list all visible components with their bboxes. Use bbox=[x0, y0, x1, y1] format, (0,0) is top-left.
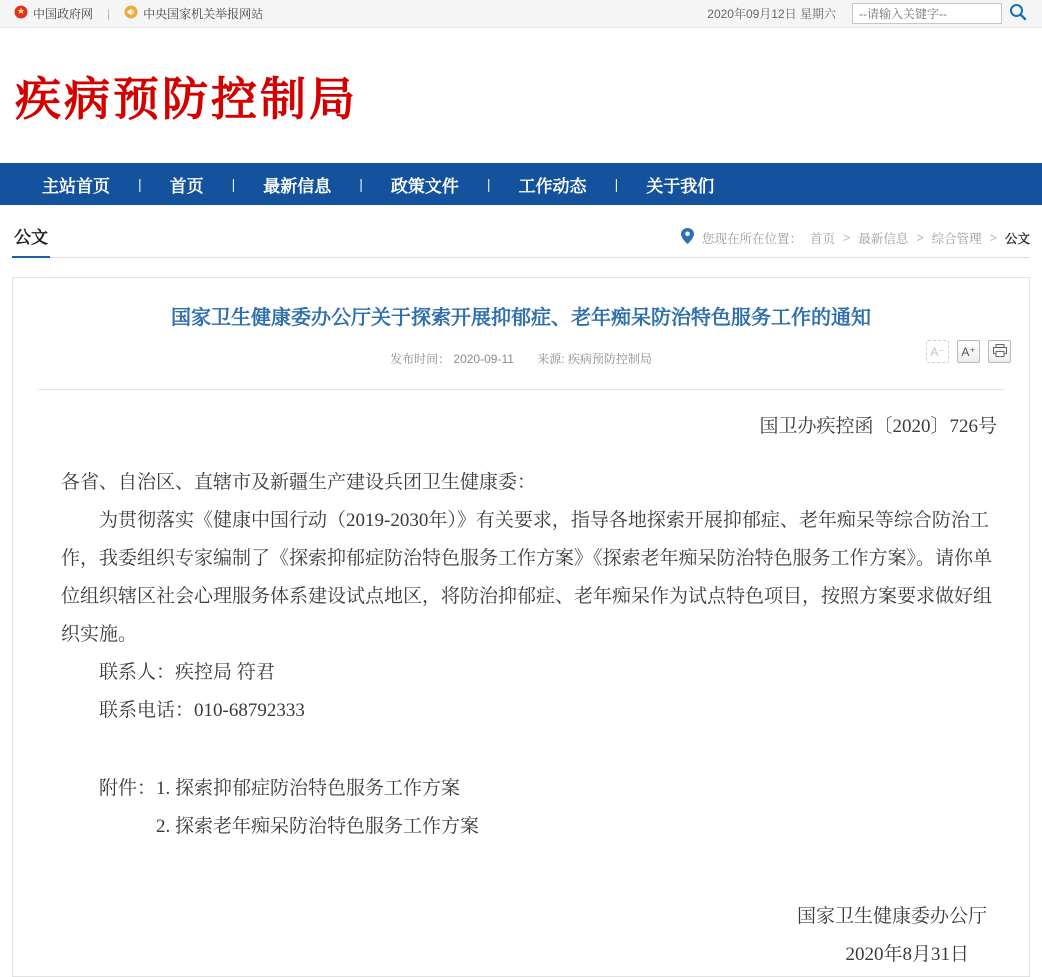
nav-separator: | bbox=[614, 176, 619, 192]
body-paragraph: 为贯彻落实《健康中国行动（2019-2030年）》有关要求，指导各地探索开展抑郁症、老年痴呆等综合防治工作，我委组织专家编制了《探索抑郁症防治特色服务工作方案》《探索老年痴呆防治特色服务工作方案》。请你单位组织辖区社会心理服务体系建设试点地区，将防治抑郁症、老年痴呆作为试点特色项目，按照方案要求做好组织实施。 bbox=[61, 510, 993, 645]
breadcrumb-item-4: 公文 bbox=[1004, 231, 1030, 246]
printer-icon bbox=[993, 344, 1007, 360]
top-links bbox=[14, 5, 263, 22]
gov-site-link[interactable] bbox=[14, 5, 93, 22]
section-title[interactable]: 公文 bbox=[12, 223, 50, 258]
site-search bbox=[852, 2, 1028, 25]
breadcrumb-separator: > bbox=[916, 230, 924, 245]
article-container bbox=[12, 277, 1030, 977]
gov-site-label: 中国政府网 bbox=[33, 7, 94, 21]
breadcrumb bbox=[681, 228, 1030, 257]
salutation: 各省、自治区、直辖市及新疆生产建设兵团卫生健康委： bbox=[61, 472, 537, 493]
nav-item-1[interactable]: 主站首页 bbox=[42, 176, 110, 196]
document-body bbox=[13, 408, 1029, 974]
attachment-1: 附件：1. 探索抑郁症防治特色服务工作方案 bbox=[99, 778, 461, 799]
article-meta bbox=[13, 350, 1029, 367]
location-pin-icon bbox=[681, 228, 694, 247]
contact-phone: 联系电话：010-68792333 bbox=[99, 700, 305, 721]
site-logo-text[interactable]: 疾病预防控制局 bbox=[15, 72, 358, 125]
article-tools bbox=[926, 340, 1011, 363]
breadcrumb-item-2[interactable]: 最新信息 bbox=[858, 231, 909, 246]
search-input[interactable] bbox=[852, 3, 1002, 24]
site-header bbox=[0, 28, 1042, 163]
print-button[interactable] bbox=[988, 340, 1011, 363]
nav-item-2[interactable]: 首页 bbox=[169, 176, 204, 196]
nav-separator: | bbox=[138, 176, 142, 192]
nav-separator: | bbox=[486, 176, 491, 192]
nav-item-3[interactable]: 最新信息 bbox=[263, 176, 332, 196]
article-source: 来源: 疾病预防控制局 bbox=[537, 352, 652, 366]
national-emblem-icon bbox=[14, 5, 28, 22]
nav-separator: | bbox=[231, 176, 236, 192]
nav-item-4[interactable]: 政策文件 bbox=[390, 176, 459, 196]
breadcrumb-separator: > bbox=[989, 230, 997, 245]
current-date: 2020年09月12日 星期六 bbox=[707, 7, 836, 21]
font-increase-button[interactable]: A⁺ bbox=[957, 340, 980, 363]
publish-time: 发布时间： 2020-09-11 bbox=[390, 352, 514, 366]
report-site-label: 中央国家机关举报网站 bbox=[143, 7, 264, 21]
contact-person: 联系人：疾控局 符君 bbox=[99, 662, 275, 683]
nav-separator: | bbox=[359, 176, 363, 192]
section-header bbox=[12, 205, 1030, 258]
top-utility-bar bbox=[0, 0, 1042, 28]
signature-date: 2020年8月31日 bbox=[845, 944, 969, 965]
breadcrumb-item-1[interactable]: 首页 bbox=[810, 231, 836, 246]
attachment-2: 2. 探索老年痴呆防治特色服务工作方案 bbox=[156, 816, 480, 837]
font-decrease-button[interactable]: A⁻ bbox=[926, 340, 949, 363]
horn-icon bbox=[124, 5, 138, 22]
top-separator: | bbox=[107, 6, 111, 21]
signature: 国家卫生健康委办公厅 bbox=[796, 906, 987, 927]
nav-item-5[interactable]: 工作动态 bbox=[518, 176, 587, 196]
doc-number: 国卫办疾控函〔2020〕726号 bbox=[759, 416, 997, 437]
report-site-link[interactable] bbox=[124, 5, 263, 22]
breadcrumb-item-3[interactable]: 综合管理 bbox=[931, 231, 982, 246]
search-button[interactable] bbox=[1008, 2, 1028, 25]
article-title: 国家卫生健康委办公厅关于探索开展抑郁症、老年痴呆防治特色服务工作的通知 bbox=[171, 307, 871, 329]
meta-divider bbox=[38, 389, 1004, 390]
nav-item-6[interactable]: 关于我们 bbox=[646, 176, 715, 196]
search-icon bbox=[1008, 2, 1028, 25]
breadcrumb-separator: > bbox=[843, 230, 851, 245]
main-nav bbox=[0, 163, 1042, 205]
breadcrumb-prefix: 您现在所在位置： bbox=[701, 231, 802, 246]
